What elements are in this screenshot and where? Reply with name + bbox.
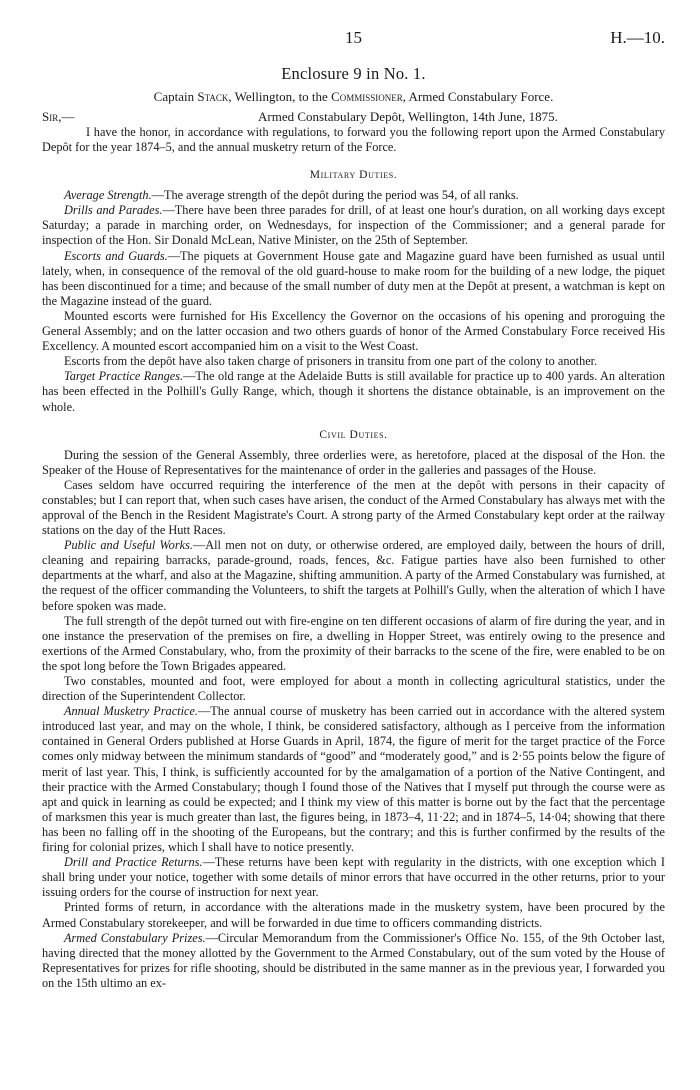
recipient-title: Commissioner	[331, 89, 403, 104]
paragraph-public-works	[42, 538, 665, 613]
text-drills: —There have been three parades for drill, of at least one hour's duration, on all working days except Saturday; a parade in marching order, on Wednesdays, for inspection of the Commissioner; and a general parade for inspection of the Hon. Sir Donald McLean, Native Minister, on the 25th of September.	[42, 203, 666, 248]
salutation-line	[42, 109, 665, 125]
from-line-mid: , Wellington, to the	[228, 89, 332, 104]
paragraph-escorts-prisoners: Escorts from the depôt have also taken charge of prisoners in transitu from one part of the colony to another.	[64, 354, 598, 369]
subhead-drills: Drills and Parades.	[64, 203, 163, 218]
letter-address-date: Armed Constabulary Depôt, Wellington, 14th June, 1875.	[258, 109, 558, 124]
text-target-practice: —The old range at the Adelaide Butts is still available for practice up to 400 yards. An alteration has been effected in the Polhill's Gully Range, which, though it shortens the distance obtainable, is an improvement on the whole.	[42, 369, 665, 414]
subhead-escorts: Escorts and Guards.	[64, 248, 168, 263]
document-page	[42, 22, 665, 991]
document-reference: H.—10.	[610, 28, 665, 47]
text-drill-returns: —These returns have been kept with regularity in the districts, with one exception which I shall bring under your notice, together with some details of minor errors that have occurred in the other returns, prior to your issuing orders for the course of instruction for next year.	[42, 855, 665, 900]
from-line	[42, 89, 665, 105]
paragraph-musketry	[42, 704, 665, 855]
paragraph-drill-returns	[42, 855, 665, 900]
civil-duties-heading: Civil Duties.	[319, 428, 388, 441]
military-duties-heading: Military Duties.	[309, 169, 398, 182]
paragraph-statistics: Two constables, mounted and foot, were employed for about a month in collecting agricultural statistics, under the direction of the Superintendent Collector.	[42, 674, 665, 704]
subhead-drill-returns: Drill and Practice Returns.	[64, 855, 203, 870]
text-public-works: —All men not on duty, or otherwise ordered, are employed daily, between the hours of drill, cleaning and repairing barracks, parade-ground, roads, fences, &c. Fatigue parties have also been furnished to other departments at the wharf, and also at the Magazine, shifting ammunition. A party of the Armed Constabulary was furnished, at the request of the officer commanding the Volunteers, to shift the targets at Polhill's Gully, when the alteration of which I have before spoken was made.	[42, 538, 665, 613]
from-line-post: , Armed Constabulary Force.	[402, 89, 554, 104]
salutation: Sir,—	[42, 109, 75, 124]
paragraph-average-strength	[42, 188, 665, 203]
page-header	[42, 22, 665, 48]
paragraph-fire: The full strength of the depôt turned out with fire-engine on ten different occasions of alarm of fire during the year, and in one instance the preservation of the premises on fire, a dwelling in Hopper Street, was entirely owing to the presence and exertions of the Armed Constabulary, who, from the proximity of their barracks to the scene of the fire, were enabled to be on the spot long before the Town Brigades appeared.	[42, 613, 665, 673]
paragraph-session: During the session of the General Assembly, three orderlies were, as heretofore, placed at the disposal of the Hon. the Speaker of the House of Representatives for the maintenance of order in the galleries and passages of the House.	[42, 447, 665, 477]
sender-name: Stack	[197, 89, 229, 104]
paragraph-cases: Cases seldom have occurred requiring the interference of the men at the depôt with persons in their capacity of constables; but I can report that, when such cases have arisen, the conduct of the Armed Constabulary has always met with the approval of the Bench in the Resident Magistrate's Court. A strong party of the Armed Constabulary kept order at the railway stations on the day of the Hutt Races.	[42, 477, 665, 538]
paragraph-mounted-escorts: Mounted escorts were furnished for His Excellency the Governor on the occasions of his opening and proroguing the General Assembly; and on the latter occasion and two others guards of honor of the Armed Constabulary Force received His Excellency. A mounted escort accompanied him on a visit to the West Coast.	[42, 308, 665, 354]
paragraph-target-practice	[42, 369, 665, 414]
paragraph-printed-forms: Printed forms of return, in accordance with the alterations made in the musketry system, have been procured by the Armed Constabulary storekeeper, and will be forwarded in due time to officers commanding districts.	[42, 900, 665, 930]
subhead-musketry: Annual Musketry Practice.	[64, 704, 198, 719]
intro-paragraph: I have the honor, in accordance with regulations, to forward you the following report upon the Armed Constabulary Depôt for the year 1874–5, and the annual musketry return of the Force.	[42, 125, 665, 155]
text-escorts: —The piquets at Government House gate and Magazine guard have been furnished as usual until lately, when, in consequence of the removal of the old guard-house to make room for the building of a new lodge, the piquet has been discontinued for a time; and because of the small number of duty men at the Depôt at present, a watchman is kept on the Magazine instead of the guard.	[42, 248, 665, 308]
subhead-average-strength: Average Strength.	[64, 188, 152, 203]
subhead-prizes: Armed Constabulary Prizes.	[64, 930, 206, 945]
subhead-target-practice: Target Practice Ranges.	[64, 369, 184, 384]
from-line-pre: Captain	[153, 89, 198, 104]
text-average-strength: —The average strength of the depôt during the period was 54, of all ranks.	[151, 188, 519, 203]
paragraph-drills	[42, 203, 665, 248]
text-prizes: —Circular Memorandum from the Commissioner's Office No. 155, of the 9th October last, having directed that the money allotted by the Government to the Armed Constabulary, out of the sum voted by the House of Representatives for prizes for rifle shooting, should be distributed in the same manner as in the previous year, I forwarded you on the 15th ultimo an ex-	[42, 930, 665, 990]
paragraph-prizes	[42, 931, 665, 991]
paragraph-escorts	[42, 249, 665, 309]
subhead-public-works: Public and Useful Works.	[64, 538, 193, 553]
page-number: 15	[345, 28, 362, 47]
text-musketry: —The annual course of musketry has been carried out in accordance with the altered system introduced last year, and may on the whole, I think, be considered satisfactory, although as I perceive from the information contained in General Orders published at Horse Guards in April, 1874, the figure of merit for the target practice of the Force comes only midway between the minimum standards of “good” and “moderately good,” and is 2·55 points below the figure of merit of last year. This, I think, is sufficiently accounted for by the amalgamation of a portion of the Native Contingent, and their practice with the Armed Constabulary; though I found those of the Natives that I myself put through the course were as apt and quick in learning as could be expected; and I think my view of this matter is borne out by the fact that the percentage of marksmen this year is much greater than last, the figures being, in 1873–4, 11·22; and in 1874–5, 14·04; showing that there has been no falling off in the shooting of the Europeans, but the contrary; and this is further confirmed by the results of the firing for colonial prizes, which I shall have to notice presently.	[42, 704, 665, 855]
enclosure-title: Enclosure 9 in No. 1.	[281, 64, 426, 83]
